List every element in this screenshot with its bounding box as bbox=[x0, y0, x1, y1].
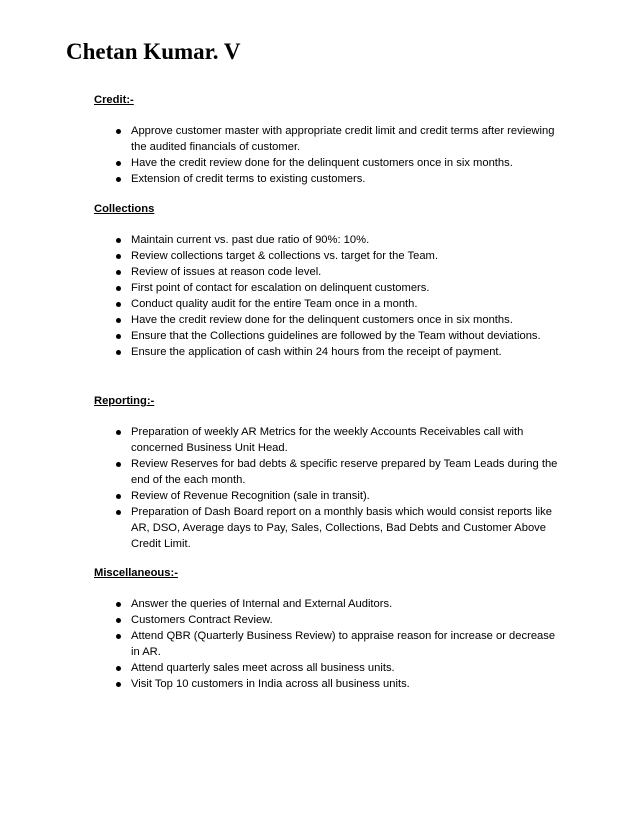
list-item bbox=[94, 312, 564, 328]
bullet-icon bbox=[116, 510, 121, 515]
bullet-icon bbox=[116, 666, 121, 671]
list-item-text: Have the credit review done for the delinquent customers once in six months. bbox=[131, 157, 513, 169]
bullet-icon bbox=[116, 254, 121, 259]
list-item bbox=[94, 123, 564, 155]
list-item-text: Review of Revenue Recognition (sale in transit). bbox=[131, 490, 370, 502]
section-collections bbox=[94, 201, 564, 360]
list-item bbox=[94, 155, 564, 171]
list-item bbox=[94, 676, 564, 692]
section-heading: Collections bbox=[94, 203, 155, 215]
list-item-text: Ensure the application of cash within 24 hours from the receipt of payment. bbox=[131, 346, 502, 358]
section-heading: Credit:- bbox=[94, 94, 134, 106]
list-item bbox=[94, 280, 564, 296]
list-item bbox=[94, 328, 564, 344]
list-item-text: Approve customer master with appropriate credit limit and credit terms after reviewing the audited financials of customer. bbox=[131, 125, 555, 153]
list-item-text: Visit Top 10 customers in India across all business units. bbox=[131, 678, 410, 690]
section-reporting bbox=[94, 393, 564, 552]
bullet-list bbox=[94, 232, 564, 360]
bullet-icon bbox=[116, 302, 121, 307]
bullet-icon bbox=[116, 682, 121, 687]
list-item-text: Customers Contract Review. bbox=[131, 614, 273, 626]
list-item bbox=[94, 628, 564, 660]
bullet-icon bbox=[116, 270, 121, 275]
list-item-text: Preparation of Dash Board report on a monthly basis which would consist reports like AR, DSO, Average days to Pay, Sales, Collections, Bad Debts and Customer Above Credit Limit. bbox=[131, 506, 552, 550]
bullet-list bbox=[94, 123, 564, 187]
bullet-icon bbox=[116, 318, 121, 323]
bullet-icon bbox=[116, 494, 121, 499]
list-item bbox=[94, 296, 564, 312]
list-item-text: Review Reserves for bad debts & specific reserve prepared by Team Leads during the end of the each month. bbox=[131, 458, 558, 486]
list-item-text: Maintain current vs. past due ratio of 90%: 10%. bbox=[131, 234, 370, 246]
bullet-icon bbox=[116, 350, 121, 355]
list-item-text: Preparation of weekly AR Metrics for the weekly Accounts Receivables call with concerned Business Unit Head. bbox=[131, 426, 524, 454]
bullet-list bbox=[94, 424, 564, 552]
list-item bbox=[94, 344, 564, 360]
list-item-text: Review collections target & collections vs. target for the Team. bbox=[131, 250, 438, 262]
list-item bbox=[94, 612, 564, 628]
bullet-icon bbox=[116, 129, 121, 134]
section-heading: Miscellaneous:- bbox=[94, 567, 178, 579]
bullet-list bbox=[94, 596, 564, 692]
bullet-icon bbox=[116, 430, 121, 435]
bullet-icon bbox=[116, 334, 121, 339]
list-item-text: Conduct quality audit for the entire Team once in a month. bbox=[131, 298, 418, 310]
list-item-text: Ensure that the Collections guidelines are followed by the Team without deviations. bbox=[131, 330, 541, 342]
list-item-text: Attend QBR (Quarterly Business Review) to appraise reason for increase or decrease in AR. bbox=[131, 630, 556, 658]
list-item bbox=[94, 488, 564, 504]
list-item bbox=[94, 232, 564, 248]
list-item bbox=[94, 456, 564, 488]
bullet-icon bbox=[116, 462, 121, 467]
bullet-icon bbox=[116, 177, 121, 182]
section-credit bbox=[94, 92, 564, 187]
list-item bbox=[94, 248, 564, 264]
bullet-icon bbox=[116, 618, 121, 623]
section-heading: Reporting:- bbox=[94, 395, 155, 407]
page-title: Chetan Kumar. V bbox=[66, 39, 241, 64]
list-item-text: Have the credit review done for the delinquent customers once in six months. bbox=[131, 314, 513, 326]
bullet-icon bbox=[116, 634, 121, 639]
bullet-icon bbox=[116, 286, 121, 291]
list-item-text: Review of issues at reason code level. bbox=[131, 266, 322, 278]
list-item-text: Extension of credit terms to existing customers. bbox=[131, 173, 366, 185]
section-miscellaneous bbox=[94, 565, 564, 692]
list-item-text: First point of contact for escalation on delinquent customers. bbox=[131, 282, 430, 294]
list-item bbox=[94, 424, 564, 456]
list-item bbox=[94, 264, 564, 280]
list-item-text: Answer the queries of Internal and External Auditors. bbox=[131, 598, 393, 610]
list-item bbox=[94, 596, 564, 612]
bullet-icon bbox=[116, 161, 121, 166]
bullet-icon bbox=[116, 602, 121, 607]
list-item bbox=[94, 171, 564, 187]
bullet-icon bbox=[116, 238, 121, 243]
list-item bbox=[94, 504, 564, 552]
list-item-text: Attend quarterly sales meet across all business units. bbox=[131, 662, 395, 674]
list-item bbox=[94, 660, 564, 676]
